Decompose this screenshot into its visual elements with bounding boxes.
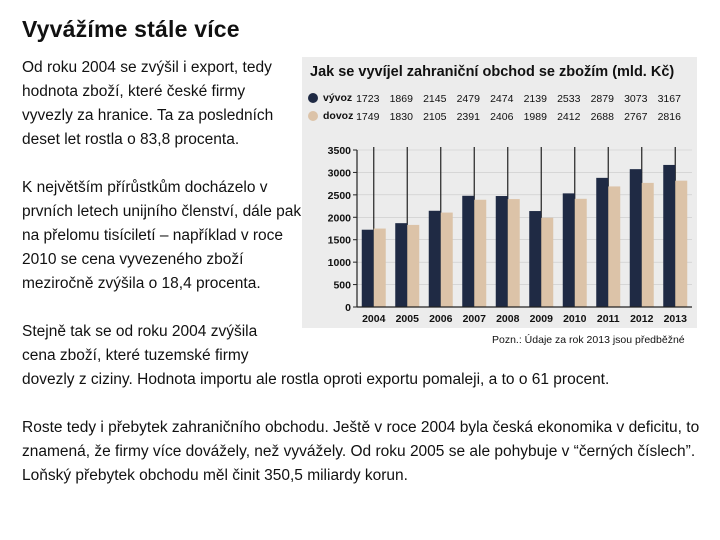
import-value: 2406 [490,111,514,123]
y-tick-label: 3000 [327,167,351,180]
import-value: 1830 [389,111,413,123]
article-text-line: hodnota zboží, které české firmy [22,83,246,100]
chart-plot-area [302,147,697,328]
export-bar-2005 [395,223,407,307]
import-bar-2005 [407,225,419,307]
article-text-line: K největším přírůstkům docházelo v [22,179,268,196]
legend-export-label: vývoz [323,92,353,104]
import-value: 2412 [557,111,581,123]
export-value: 2474 [490,93,514,105]
export-value: 1869 [389,93,413,105]
x-tick-label: 2012 [630,313,654,325]
export-value: 2879 [590,93,614,105]
article-text-line: dovezly z ciziny. Hodnota importu ale rostla oproti exportu pomaleji, a to o 61 procent. [22,371,610,388]
export-value: 2479 [456,93,480,105]
y-tick-label: 2000 [327,212,351,225]
export-value: 1723 [356,93,380,105]
article-text-line: znamená, že firmy více dovážely, než vyvážely. Od roku 2005 se ale pohybuje v “černých číslech”. [22,443,696,460]
import-value: 1989 [523,111,547,123]
x-tick-label: 2011 [596,313,620,325]
article-title: Vyvážíme stále více [22,16,240,42]
legend-export-dot [308,93,318,103]
legend-import-label: dovoz [323,110,354,122]
article-text-line: vyvezly za hranice. Ta za posledních [22,107,274,124]
chart-title: Jak se vyvíjel zahraniční obchod se zbožím (mld. Kč) [310,64,675,80]
article-text-line: Od roku 2004 se zvýšil i export, tedy [22,59,272,76]
export-value: 2145 [423,93,447,105]
article-text-line: na přelomu tisíciletí – například v roce [22,227,284,244]
article-text-line: meziročně zvýšila o 18,4 procenta. [22,275,261,292]
y-tick-label: 500 [333,279,351,292]
legend-import-dot [308,111,318,121]
x-tick-label: 2013 [663,313,687,325]
export-value: 3073 [624,93,648,105]
export-values-row [351,93,686,105]
chart-note: Pozn.: Údaje za rok 2013 jsou předběžné [492,334,685,346]
import-bar-2008 [508,199,520,307]
y-tick-label: 1000 [327,257,351,270]
y-tick-label: 0 [345,302,351,314]
import-value: 2105 [423,111,447,123]
import-value: 1749 [356,111,380,123]
import-values-row [351,111,686,123]
import-bar-2013 [675,181,687,307]
article-text-line: deset let rostla o 83,8 procenta. [22,131,240,148]
x-tick-label: 2010 [563,313,587,325]
x-tick-label: 2008 [496,313,520,325]
y-tick-label: 1500 [327,234,351,247]
export-value: 2139 [523,93,547,105]
import-bar-2009 [541,218,553,307]
import-value: 2767 [624,111,648,123]
export-bar-2006 [429,211,441,307]
x-tick-label: 2004 [362,313,386,325]
article-text-line: 2010 se cena vyvezeného zboží [22,251,244,268]
export-bar-2004 [362,230,374,307]
import-value: 2688 [590,111,614,123]
x-tick-label: 2005 [395,313,419,325]
article-text-line: Stejně tak se od roku 2004 zvýšila [22,323,258,340]
import-bar-2006 [441,213,453,307]
export-bar-2009 [529,211,541,307]
export-bar-2012 [630,169,642,307]
article-text-line: Roste tedy i přebytek zahraničního obchodu. Ještě v roce 2004 byla česká ekonomika v deficitu, to [22,419,700,436]
import-bar-2007 [474,200,486,307]
export-bar-2010 [563,193,575,307]
y-tick-label: 2500 [327,189,351,202]
import-value: 2391 [456,111,480,123]
y-tick-label: 3500 [327,147,351,157]
export-value: 2533 [557,93,581,105]
export-bar-2013 [663,165,675,307]
import-bar-2010 [575,199,587,307]
import-value: 2816 [657,111,681,123]
trade-chart [302,57,697,328]
import-bar-2004 [374,229,386,307]
export-value: 3167 [657,93,681,105]
import-bar-2012 [642,183,654,307]
x-tick-label: 2006 [429,313,453,325]
export-bar-2008 [496,196,508,307]
article-text-line: prvních letech unijního členství, dále pak [22,203,302,220]
x-tick-label: 2009 [529,313,553,325]
export-bar-2011 [596,178,608,307]
article-text-line: Loňský přebytek obchodu měl činit 350,5 miliardy korun. [22,467,408,484]
export-bar-2007 [462,196,474,307]
article-text-line: cena zboží, které tuzemské firmy [22,347,249,364]
x-tick-label: 2007 [462,313,486,325]
import-bar-2011 [608,186,620,307]
